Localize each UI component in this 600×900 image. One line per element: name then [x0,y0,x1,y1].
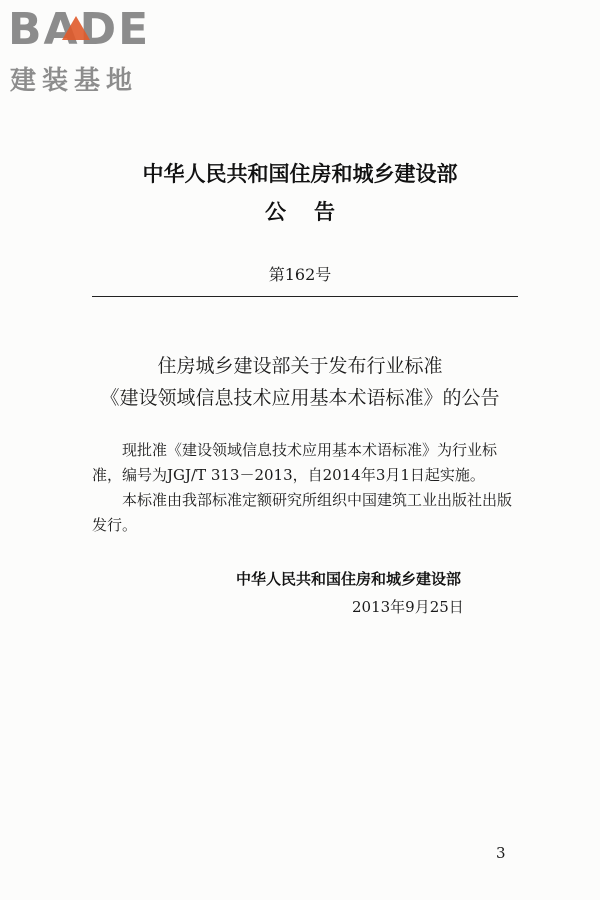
issuer-signature: 中华人民共和国住房和城乡建设部 [236,570,462,588]
announcement-title-line1: 住房城乡建设部关于发布行业标准 [157,355,443,377]
page-number: 3 [496,844,506,862]
announcement-title-line2: 《建设领域信息技术应用基本术语标准》的公告 [100,387,500,409]
header-divider [92,296,518,297]
announcement-title [0,350,600,414]
ministry-title: 中华人民共和国住房和城乡建设部 [142,162,458,186]
notice-heading: 公告 [265,200,363,224]
body-paragraph-publisher: 本标准由我部标准定额研究所组织中国建筑工业出版社出版发行。 [92,491,513,534]
issue-date: 2013年9月25日 [352,598,464,616]
bade-logo [8,4,178,94]
body-paragraph-approval: 现批准《建设领域信息技术应用基本术语标准》为行业标准，编号为JGJ/T 313－2013，自2014年3月1日起实施。 [92,441,498,484]
logo-accent-triangle-icon [62,16,90,40]
logo-subtitle: 建装基地 [10,66,139,96]
logo-brand: BADE [8,4,151,55]
announcement-body [92,438,522,538]
document-number: 第162号 [268,265,332,284]
